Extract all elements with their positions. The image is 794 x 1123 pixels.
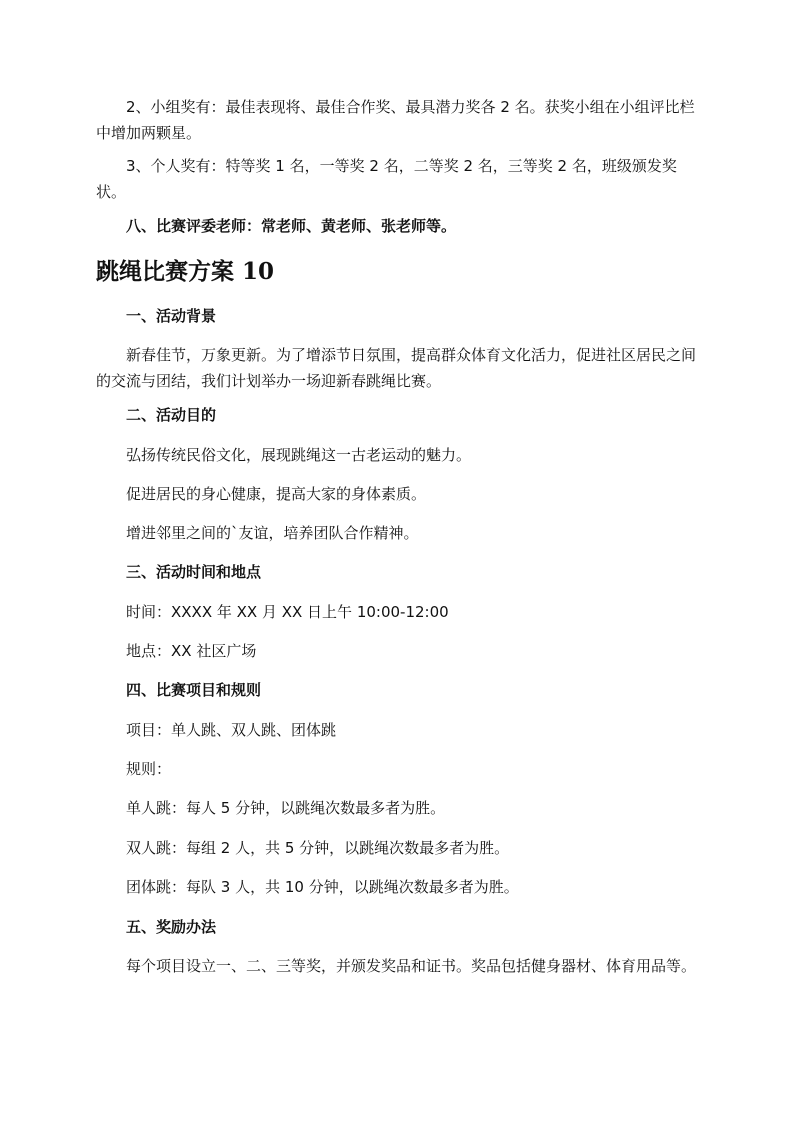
list-item-rule: 双人跳：每组 2 人，共 5 分钟，以跳绳次数最多者为胜。 bbox=[126, 839, 510, 857]
paragraph-individual-award: 3、个人奖有：特等奖 1 名，一等奖 2 名，二等奖 2 名，三等奖 2 名，班级颁发奖状。 bbox=[96, 157, 677, 201]
paragraph-group-award: 2、小组奖有：最佳表现将、最佳合作奖、最具潜力奖各 2 名。获奖小组在小组评比栏中增加两颗星。 bbox=[96, 98, 695, 142]
section-heading-purpose: 二、活动目的 bbox=[126, 406, 217, 424]
section-heading-awards: 五、奖励办法 bbox=[126, 918, 217, 936]
paragraph-awards: 每个项目设立一、二、三等奖，并颁发奖品和证书。奖品包括健身器材、体育用品等。 bbox=[126, 957, 697, 975]
paragraph-place: 地点：XX 社区广场 bbox=[126, 642, 257, 660]
section-heading-rules: 四、比赛项目和规则 bbox=[126, 681, 262, 699]
list-item-rule: 单人跳：每人 5 分钟，以跳绳次数最多者为胜。 bbox=[126, 799, 446, 817]
paragraph-projects: 项目：单人跳、双人跳、团体跳 bbox=[126, 721, 337, 739]
section-heading-background: 一、活动背景 bbox=[126, 307, 217, 325]
paragraph-background: 新春佳节，万象更新。为了增添节日氛围，提高群众体育文化活力，促进社区居民之间的交流与团结，我们计划举办一场迎新春跳绳比赛。 bbox=[96, 346, 697, 390]
paragraph-time: 时间：XXXX 年 XX 月 XX 日上午 10:00-12:00 bbox=[126, 603, 449, 621]
paragraph-rules-label: 规则： bbox=[126, 760, 172, 778]
section-heading-time-place: 三、活动时间和地点 bbox=[126, 563, 262, 581]
list-item-purpose: 弘扬传统民俗文化，展现跳绳这一古老运动的魅力。 bbox=[126, 446, 472, 464]
list-item-rule: 团体跳：每队 3 人，共 10 分钟，以跳绳次数最多者为胜。 bbox=[126, 878, 519, 896]
heading-judges: 八、比赛评委老师：常老师、黄老师、张老师等。 bbox=[126, 217, 457, 235]
list-item-purpose: 增进邻里之间的`友谊，培养团队合作精神。 bbox=[126, 524, 419, 542]
document-title: 跳绳比赛方案 10 bbox=[96, 258, 275, 285]
list-item-purpose: 促进居民的身心健康，提高大家的身体素质。 bbox=[126, 485, 427, 503]
